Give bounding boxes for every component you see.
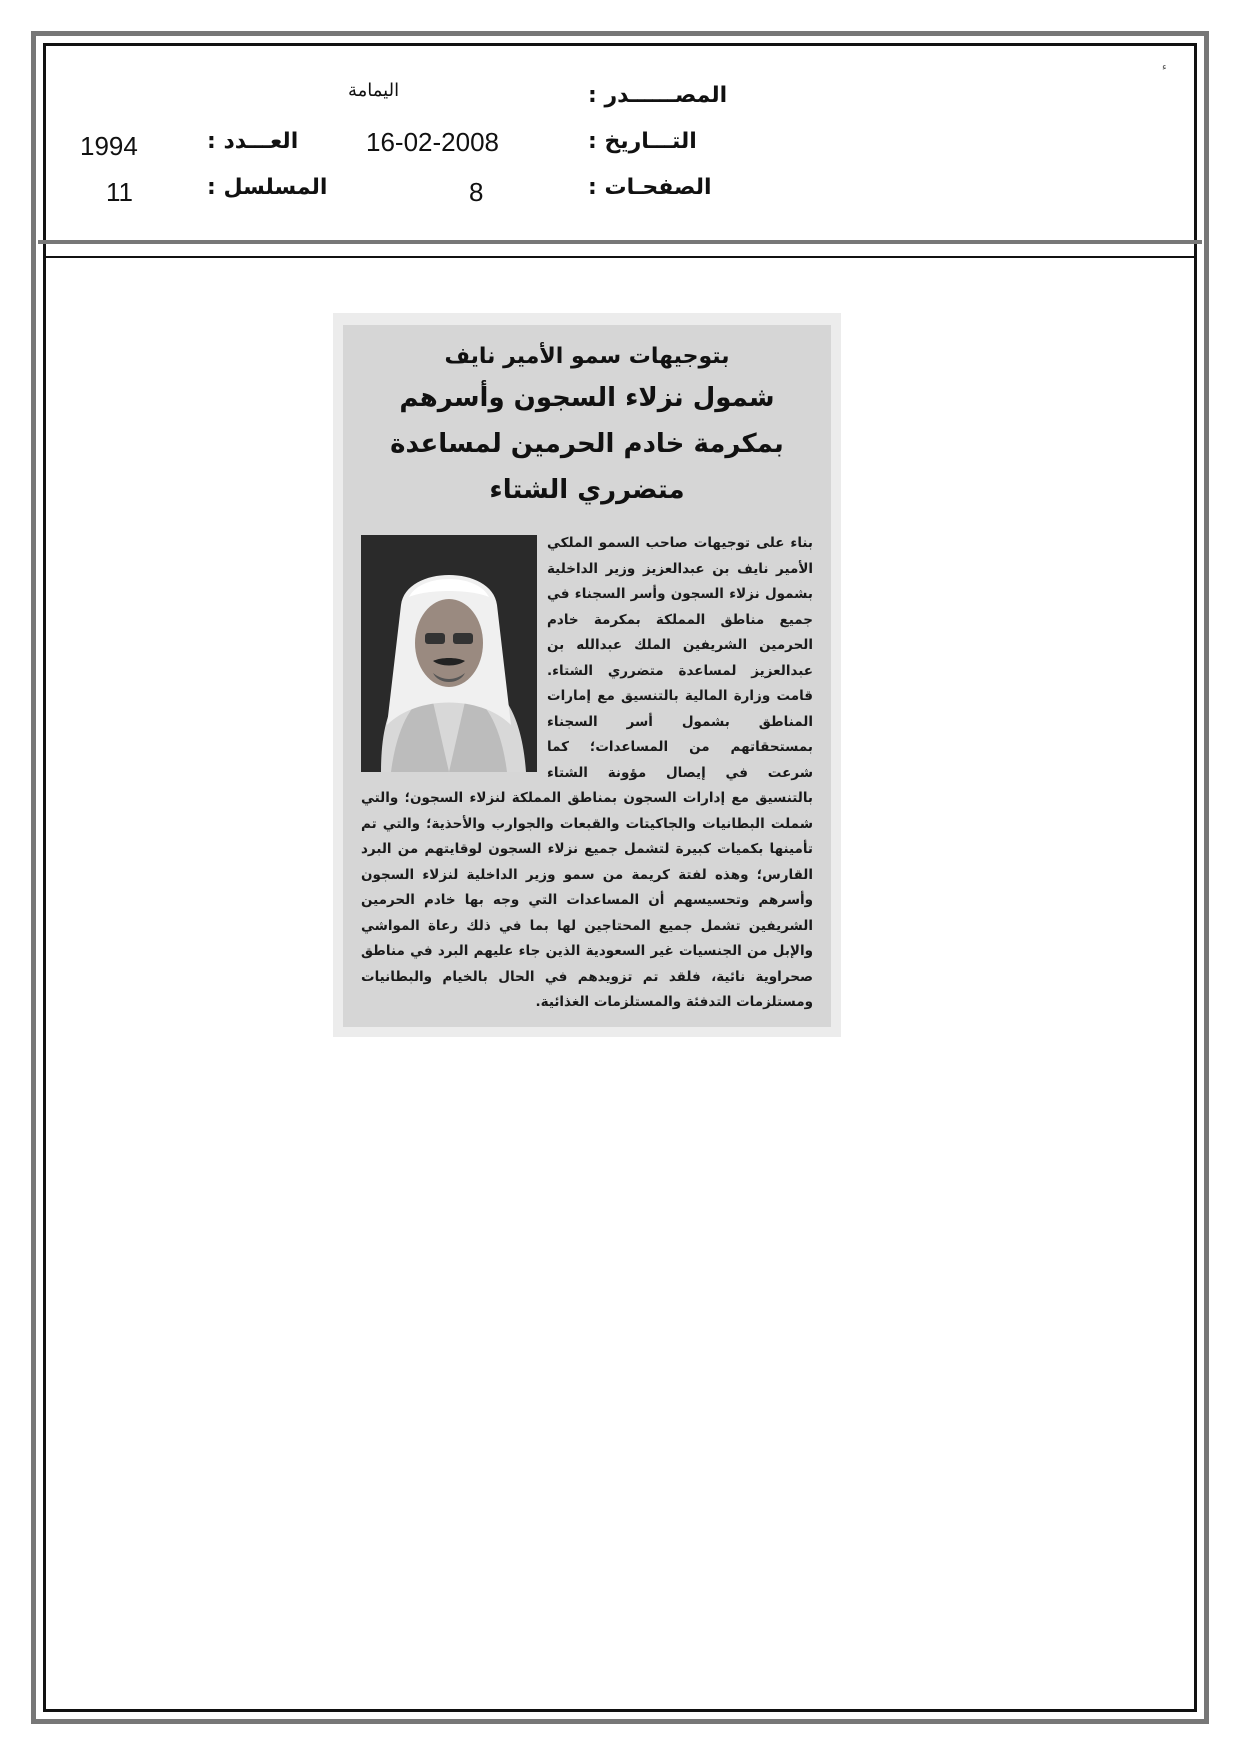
header-divider xyxy=(38,240,1202,244)
article-body: بناء على توجيهات صاحب السمو الملكي الأمير نايف بن عبدالعزيز وزير الداخلية بشمول نزلاء السجون وأسر السجناء في جميع مناطق المملكة بمكرمة خادم الحرمين الشريفين الملك عبدالله بن عبدالعزيز لمساعدة متضرري الشتاء. قامت وزارة المالية بالتنسيق مع إمارات المناطق بشمول أسر السجناء بمستحقاتهم من المساعدات؛ كما شرعت في إيصال مؤونة الشتاء بالتنسيق مع إدارات السجون بمناطق المملكة لنزلاء السجون؛ والتي شملت البطانيات والجاكيتات والقبعات والجوارب والأحذية؛ والتي تم تأمينها بكميات كبيرة لتشمل جميع نزلاء السجون لوقايتهم من البرد القارس؛ وهذه لفتة كريمة من سمو وزير الداخلية لنزلاء السجون وأسرهم وتحسيسهم أن المساعدات التي وجه بها خادم الحرمين الشريفين تشمل جميع المحتاجين لها بما في ذلك رعاة المواشي والإبل من الجنسيات غير السعودية الذين جاء عليهم البرد في مناطق صحراوية نائية، فلقد تم تزويدهم في الحال بالخيام والبطانيات ومستلزمات التدفئة والمستلزمات الغذائية. xyxy=(361,535,813,1010)
article-body-area xyxy=(361,531,813,1016)
source-value: اليمامة xyxy=(348,80,400,101)
date-label: التـــاريخ : xyxy=(588,129,697,154)
issue-label: العـــدد : xyxy=(207,129,299,154)
portrait-photo xyxy=(361,535,537,772)
pages-value: 8 xyxy=(469,177,484,207)
serial-value: 11 xyxy=(106,177,133,207)
pages-label: الصفحـات : xyxy=(588,175,712,200)
source-label: المصــــــدر : xyxy=(588,83,728,108)
date-value: 16-02-2008 xyxy=(366,127,499,157)
serial-label: المسلسل : xyxy=(207,175,328,200)
corner-mark: ء xyxy=(1162,62,1167,73)
issue-value: 1994 xyxy=(80,131,138,161)
article-headline: شمول نزلاء السجون وأسرهم بمكرمة خادم الحرمين لمساعدة متضرري الشتاء xyxy=(390,383,784,505)
portrait-illustration xyxy=(361,535,537,772)
article-kicker: بتوجيهات سمو الأمير نايف xyxy=(444,344,730,369)
header-divider-inner xyxy=(43,256,1197,258)
newspaper-clipping xyxy=(343,325,831,1027)
